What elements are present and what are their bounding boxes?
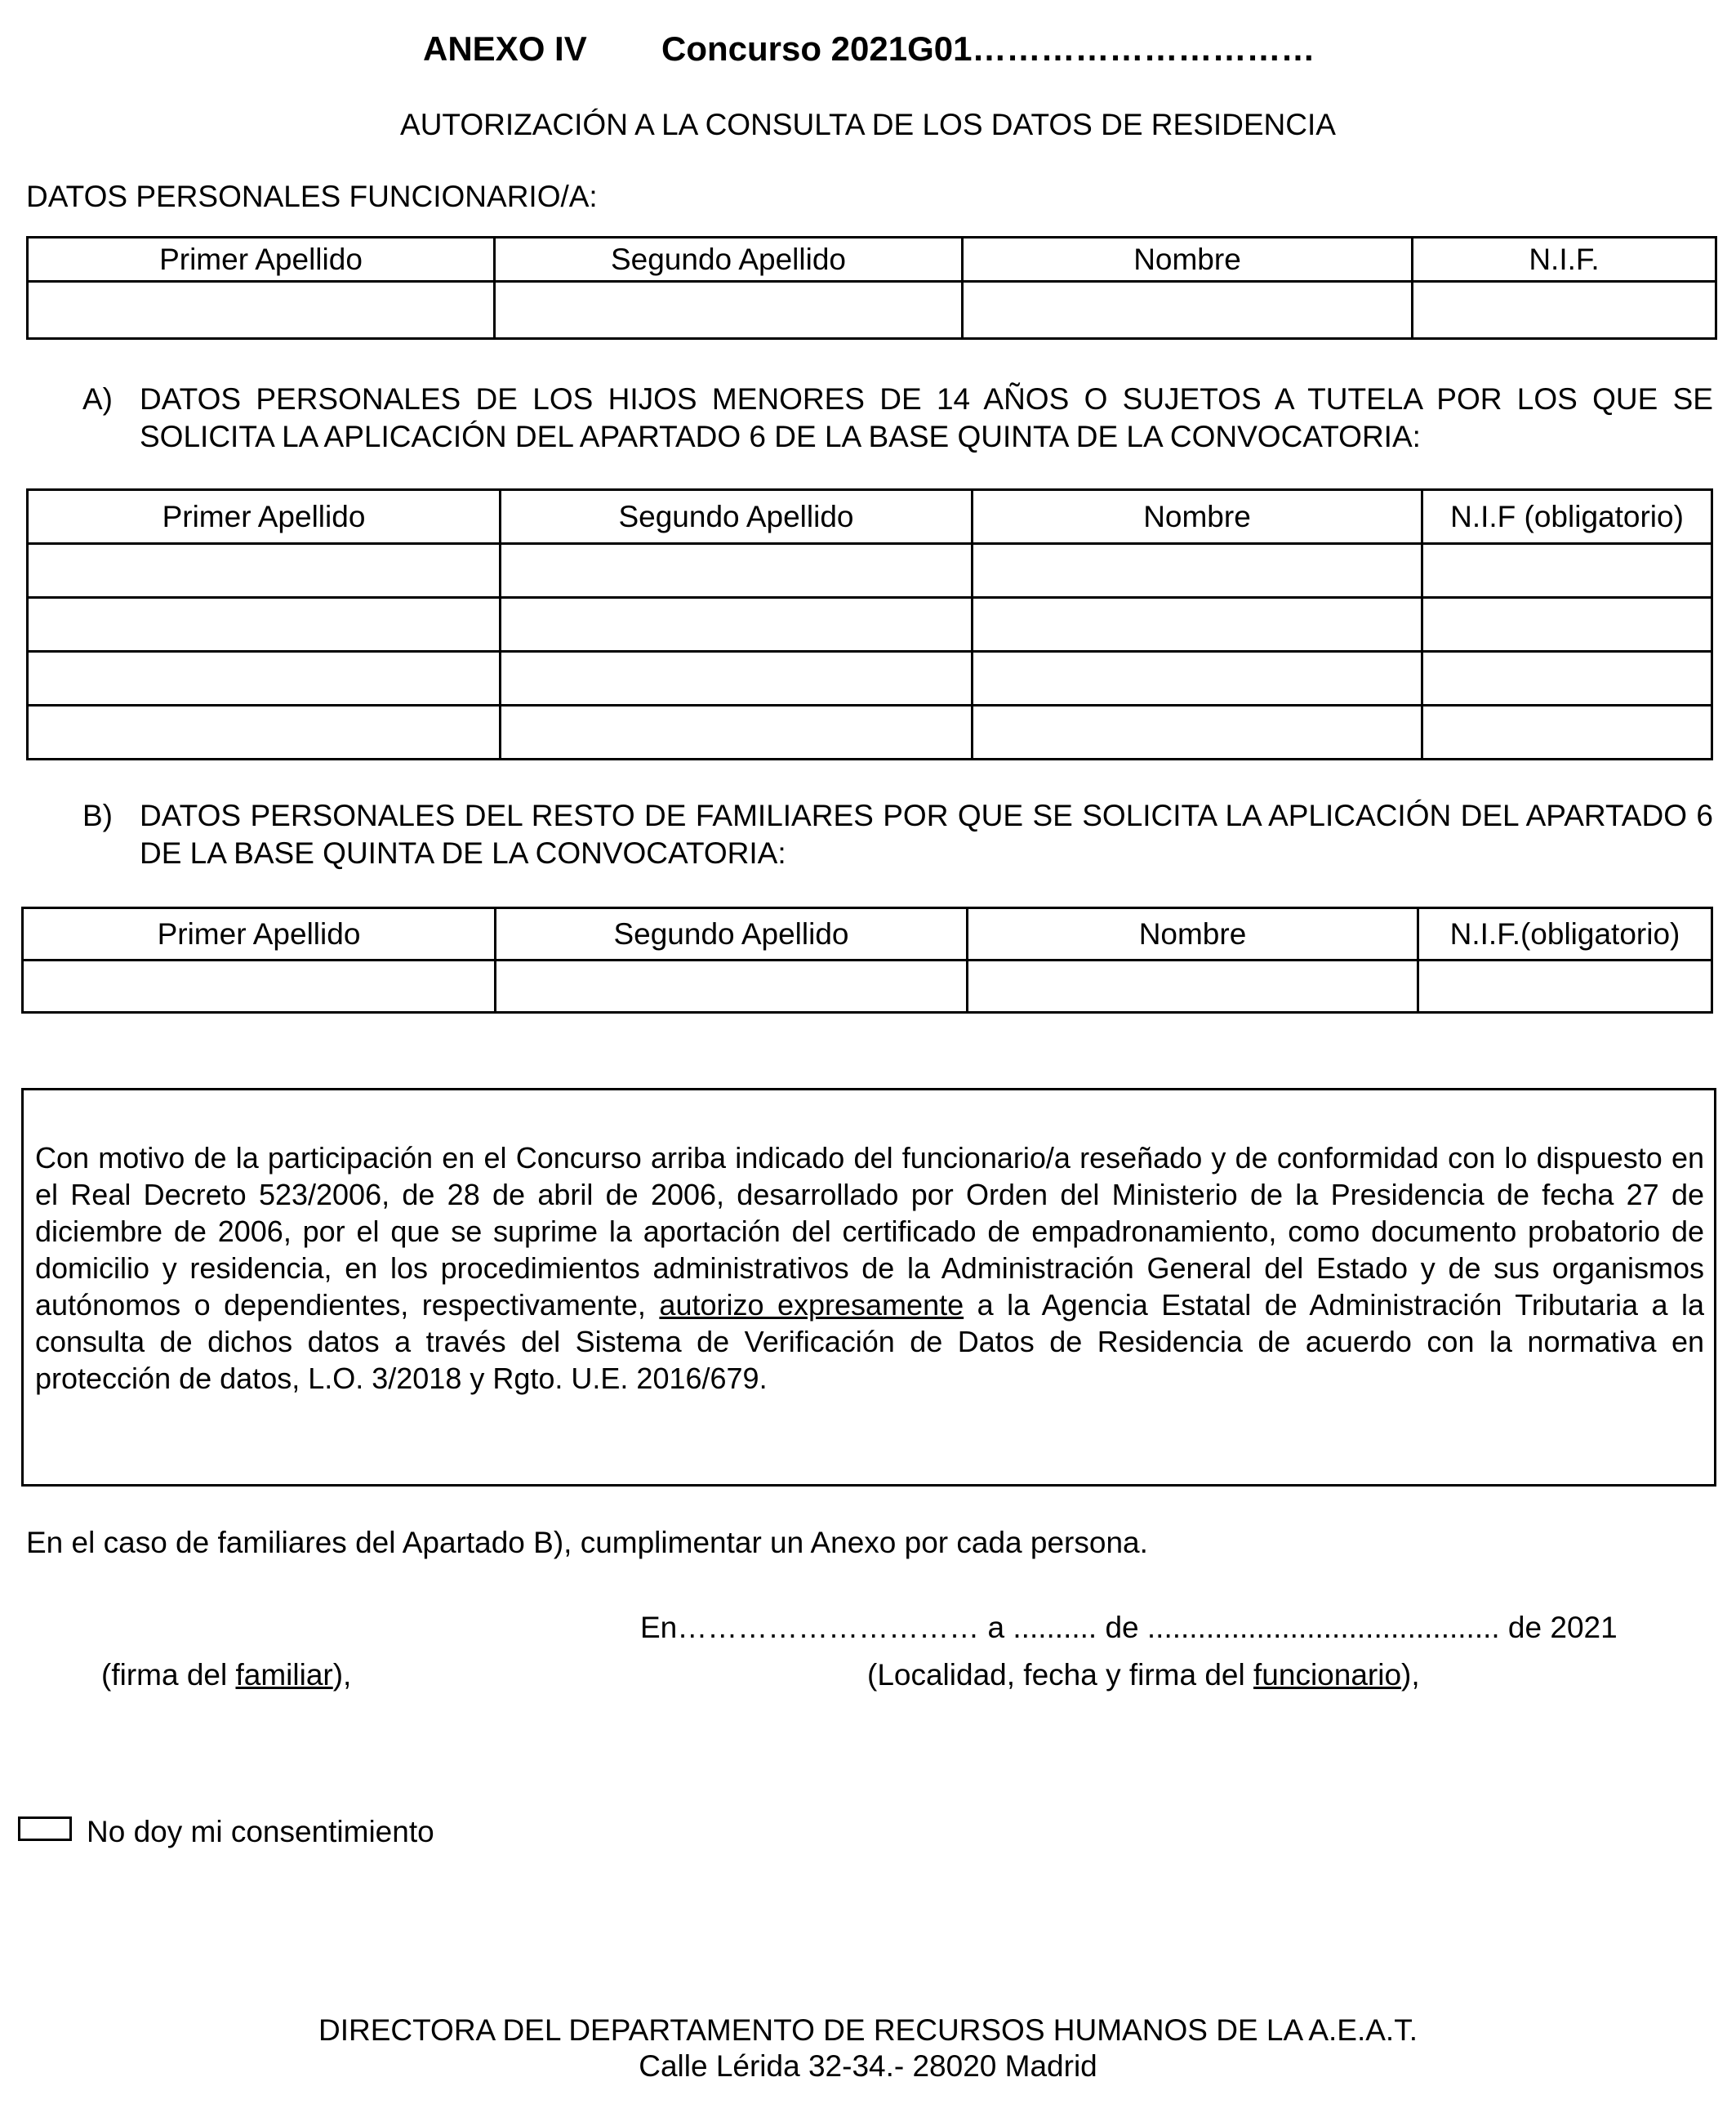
column-header-nif: N.I.F. <box>1413 238 1716 282</box>
column-header-segundo-apellido: Segundo Apellido <box>496 908 968 961</box>
table-row <box>28 282 1716 339</box>
section-a-letter: A) <box>82 382 113 416</box>
column-header-primer-apellido: Primer Apellido <box>28 490 501 544</box>
primer-apellido-field[interactable] <box>23 961 496 1013</box>
nombre-field[interactable] <box>973 598 1422 652</box>
nif-field[interactable] <box>1422 598 1712 652</box>
funcionario-section-label: DATOS PERSONALES FUNCIONARIO/A: <box>26 180 598 213</box>
table-row <box>28 706 1712 760</box>
funcionario-word: funcionario <box>1253 1658 1402 1692</box>
nombre-field[interactable] <box>973 652 1422 706</box>
column-header-primer-apellido: Primer Apellido <box>28 238 495 282</box>
column-header-nombre: Nombre <box>968 908 1418 961</box>
segundo-apellido-field[interactable] <box>495 282 963 339</box>
segundo-apellido-field[interactable] <box>501 598 973 652</box>
nombre-field[interactable] <box>973 706 1422 760</box>
familiares-table <box>21 907 1713 1014</box>
funcionario-signature-open: (Localidad, fecha y firma del <box>867 1658 1254 1692</box>
segundo-apellido-field[interactable] <box>501 706 973 760</box>
footer-address: Calle Lérida 32-34.- 28020 Madrid <box>639 2049 1097 2083</box>
column-header-nombre: Nombre <box>973 490 1422 544</box>
footer-department: DIRECTORA DEL DEPARTAMENTO DE RECURSOS HUMANOS DE LA A.E.A.T. <box>318 2013 1418 2047</box>
consent-text <box>35 1139 1704 1397</box>
consent-box <box>21 1088 1716 1487</box>
nif-field[interactable] <box>1418 961 1712 1013</box>
primer-apellido-field[interactable] <box>28 652 501 706</box>
table-row <box>23 961 1712 1013</box>
consent-text-rest: a la Agencia Estatal de Administración Tributaria a la consulta de dichos datos a través del Sistema de Verificación de Datos de Residencia de acuerdo con la normativa en protección de datos, L.O. 3/2018 y Rgto. U.E. 2016/679. <box>35 1288 1704 1395</box>
section-b-letter: B) <box>82 799 113 832</box>
familiar-signature-open: (firma del <box>101 1658 236 1692</box>
place-date-line[interactable]: En………………………… a .......... de .......................................... de 2021 <box>640 1611 1618 1644</box>
familiar-signature-label <box>101 1658 351 1692</box>
hijos-table <box>26 488 1713 760</box>
nif-field[interactable] <box>1422 544 1712 598</box>
no-consent-label: No doy mi consentimiento <box>87 1815 434 1848</box>
document-subtitle: AUTORIZACIÓN A LA CONSULTA DE LOS DATOS DE RESIDENCIA <box>400 108 1336 141</box>
section-b-text: DATOS PERSONALES DEL RESTO DE FAMILIARES POR QUE SE SOLICITA LA APLICACIÓN DEL APARTADO 6 DE LA BASE QUINTA DE LA CONVOCATORIA: <box>140 799 1713 870</box>
primer-apellido-field[interactable] <box>28 706 501 760</box>
table-header-row <box>23 908 1712 961</box>
funcionario-signature-label <box>867 1658 1420 1692</box>
nombre-field[interactable] <box>963 282 1413 339</box>
nombre-field[interactable] <box>973 544 1422 598</box>
column-header-nif: N.I.F (obligatorio) <box>1422 490 1712 544</box>
primer-apellido-field[interactable] <box>28 544 501 598</box>
primer-apellido-field[interactable] <box>28 282 495 339</box>
segundo-apellido-field[interactable] <box>501 544 973 598</box>
column-header-nif: N.I.F.(obligatorio) <box>1418 908 1712 961</box>
familiar-signature-close: ), <box>332 1658 352 1692</box>
table-header-row <box>28 490 1712 544</box>
no-consent-checkbox[interactable] <box>18 1816 72 1841</box>
consent-emphasis: autorizo expresamente <box>659 1288 964 1322</box>
column-header-segundo-apellido: Segundo Apellido <box>495 238 963 282</box>
section-a-text: DATOS PERSONALES DE LOS HIJOS MENORES DE 14 AÑOS O SUJETOS A TUTELA POR LOS QUE SE SOLICITA LA APLICACIÓN DEL APARTADO 6 DE LA BASE QUINTA DE LA CONVOCATORIA: <box>140 382 1713 453</box>
familiar-word: familiar <box>235 1658 333 1692</box>
column-header-segundo-apellido: Segundo Apellido <box>501 490 973 544</box>
annex-number: ANEXO IV <box>423 29 587 68</box>
funcionario-table <box>26 236 1717 340</box>
nombre-field[interactable] <box>968 961 1418 1013</box>
column-header-nombre: Nombre <box>963 238 1413 282</box>
concurso-code: Concurso 2021G01………………………… <box>661 29 1315 68</box>
segundo-apellido-field[interactable] <box>501 652 973 706</box>
table-row <box>28 652 1712 706</box>
primer-apellido-field[interactable] <box>28 598 501 652</box>
table-row <box>28 544 1712 598</box>
segundo-apellido-field[interactable] <box>496 961 968 1013</box>
funcionario-signature-close: ), <box>1401 1658 1420 1692</box>
document-title <box>0 29 1736 78</box>
table-header-row <box>28 238 1716 282</box>
nif-field[interactable] <box>1422 706 1712 760</box>
column-header-primer-apellido: Primer Apellido <box>23 908 496 961</box>
section-a-heading <box>82 381 1713 459</box>
nif-field[interactable] <box>1422 652 1712 706</box>
section-b-heading <box>82 797 1713 876</box>
consent-text-intro: Con motivo de la participación en el Concurso arriba indicado del funcionario/a reseñado y de conformidad con lo dispuesto en el Real Decreto 523/2006, de 28 de abril de 2006, desarrollado por Orden del Ministerio de la Presidencia de fecha 27 de diciembre de 2006, por el que se suprime la aportación del certificado de empadronamiento, como documento probatorio de domicilio y residencia, en los procedimientos administrativos de la Administración General del Estado y de sus organismos autónomos o dependientes, respectivamente, <box>35 1141 1704 1322</box>
table-row <box>28 598 1712 652</box>
familiares-note: En el caso de familiares del Apartado B), cumplimentar un Anexo por cada persona. <box>26 1526 1148 1559</box>
nif-field[interactable] <box>1413 282 1716 339</box>
